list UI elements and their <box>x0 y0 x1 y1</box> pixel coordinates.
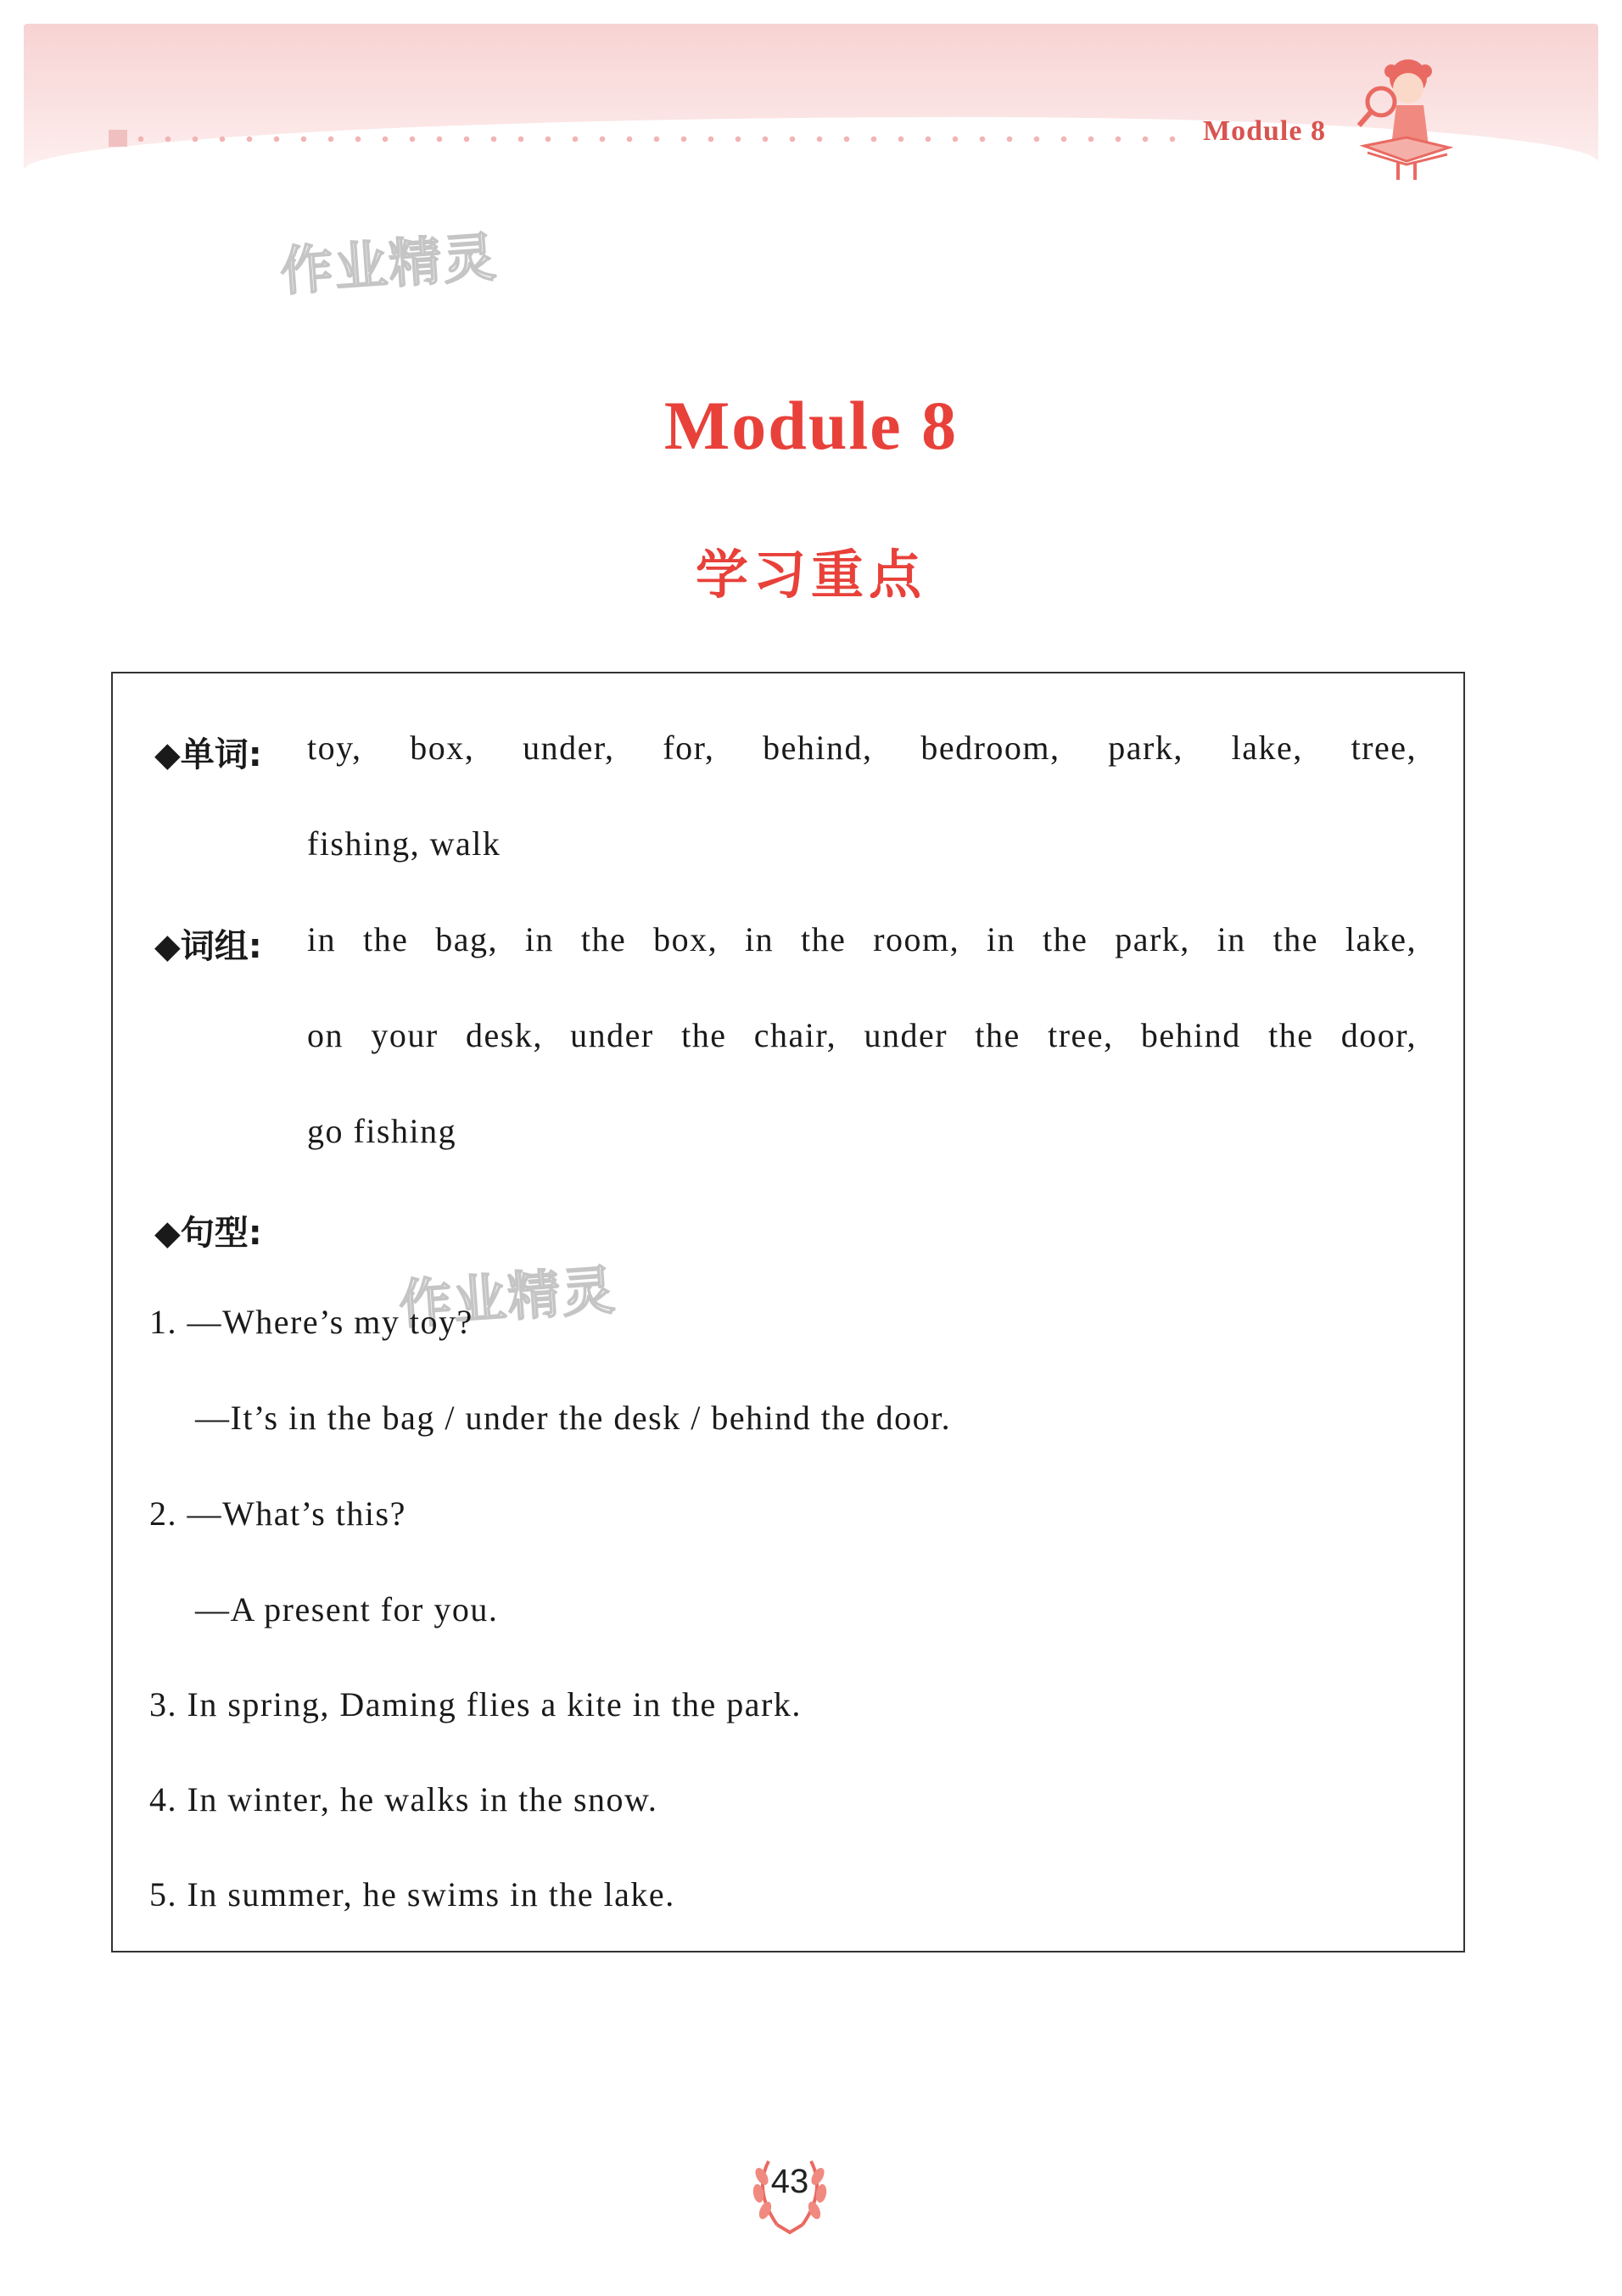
girl-reading-icon <box>1347 53 1457 188</box>
header-dot-line <box>127 136 1179 142</box>
sentence-2-answer: —A present for you. <box>195 1590 499 1628</box>
sentences-label: ◆句型: <box>154 1214 262 1253</box>
header-module-label: Module 8 <box>1203 115 1326 147</box>
words-line-2: fishing, walk <box>307 824 501 863</box>
words-line-1: toy, box, under, for, behind, bedroom, park, lake, tree, <box>307 729 1418 767</box>
sentence-1-question: 1. —Where’s my toy? <box>149 1303 473 1341</box>
words-label: ◆单词: <box>154 735 262 774</box>
phrases-line-2: on your desk, under the chair, under the tree, behind the door, <box>307 1016 1418 1054</box>
phrases-line-1: in the bag, in the box, in the room, in the park, in the lake, <box>307 920 1418 958</box>
header-square-decoration <box>109 130 127 147</box>
sentence-2-question: 2. —What’s this? <box>149 1494 406 1533</box>
page-subtitle: 学习重点 <box>695 544 926 606</box>
page-title: Module 8 <box>663 387 959 464</box>
watermark: 作业精灵 <box>397 1259 618 1336</box>
sentence-1-answer: —It’s in the bag / under the desk / behind the door. <box>195 1399 952 1437</box>
page-number-badge <box>743 2144 836 2237</box>
watermark: 作业精灵 <box>278 226 500 303</box>
sentence-5: 5. In summer, he swims in the lake. <box>149 1875 675 1913</box>
phrases-label: ◆词组: <box>154 927 262 966</box>
sentence-3: 3. In spring, Daming flies a kite in the park. <box>149 1685 802 1723</box>
sentence-4: 4. In winter, he walks in the snow. <box>149 1780 658 1818</box>
phrases-line-3: go fishing <box>307 1112 457 1150</box>
page-number: 43 <box>770 2163 809 2200</box>
